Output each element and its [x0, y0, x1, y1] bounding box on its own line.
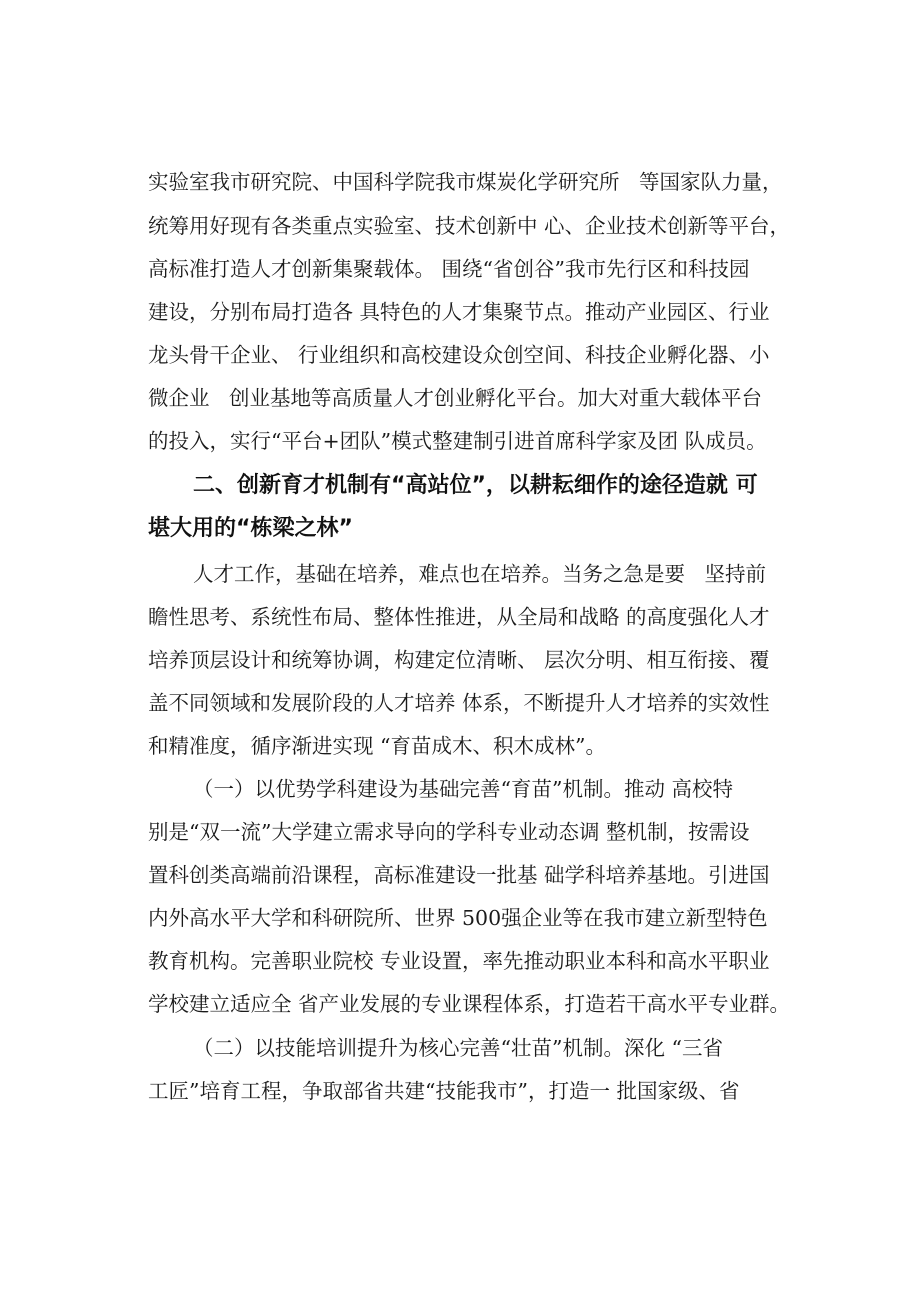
- body-line: 学校建立适应全 省产业发展的专业课程体系，打造若干高水平专业群。: [148, 992, 791, 1016]
- body-line: 微企业 创业基地等高质量人才创业孵化平台。加大对重大载体平台: [148, 386, 763, 410]
- body-line: 统筹用好现有各类重点实验室、技术创新中 心、企业技术创新等平台，: [148, 214, 791, 238]
- body-line: 和精准度，循序渐进实现 “育苗成木、积木成林”。: [148, 734, 606, 758]
- body-line: 瞻性思考、系统性布局、整体性推进，从全局和战略 的高度强化人才: [148, 605, 770, 629]
- body-line: 置科创类高端前沿课程，高标准建设一批基 础学科培养基地。引进国: [148, 863, 770, 887]
- body-line: 内外高水平大学和科研院所、世界 500强企业等在我市建立新型特色: [148, 906, 768, 930]
- section-heading: 堪大用的“栋梁之林”: [148, 516, 353, 541]
- body-line: 人才工作，基础在培养，难点也在培养。当务之急是要 坚持前: [193, 562, 767, 586]
- body-line: 实验室我市研究院、中国科学院我市煤炭化学研究所 等国家队力量，: [148, 170, 783, 194]
- body-line: 龙头骨干企业、 行业组织和高校建设众创空间、科技企业孵化器、小: [148, 343, 770, 367]
- section-heading: 二、创新育才机制有“高站位”，以耕耘细作的途径造就 可: [193, 473, 758, 498]
- body-line: （一）以优势学科建设为基础完善“育苗”机制。推动 高校特: [193, 777, 733, 801]
- body-line: 高标准打造人才创新集聚载体。 围绕“省创谷”我市先行区和科技园: [148, 257, 750, 281]
- body-line: 别是“双一流”大学建立需求导向的学科专业动态调 整机制，按需设: [148, 820, 750, 844]
- body-line: 建设，分别布局打造各 具特色的人才集聚节点。推动产业园区、行业: [148, 300, 770, 324]
- body-line: 的投入，实行“平台+团队”模式整建制引进首席科学家及团 队成员。: [148, 429, 767, 453]
- body-line: （二）以技能培训提升为核心完善“壮苗”机制。深化 “三省: [193, 1036, 723, 1060]
- body-line: 培养顶层设计和统筹协调，构建定位清晰、 层次分明、相互衔接、覆: [148, 648, 770, 672]
- body-line: 工匠”培育工程，争取部省共建“技能我市”，打造一 批国家级、省: [148, 1079, 740, 1103]
- body-line: 教育机构。完善职业院校 专业设置，率先推动职业本科和高水平职业: [148, 949, 770, 973]
- body-line: 盖不同领域和发展阶段的人才培养 体系，不断提升人才培养的实效性: [148, 691, 770, 715]
